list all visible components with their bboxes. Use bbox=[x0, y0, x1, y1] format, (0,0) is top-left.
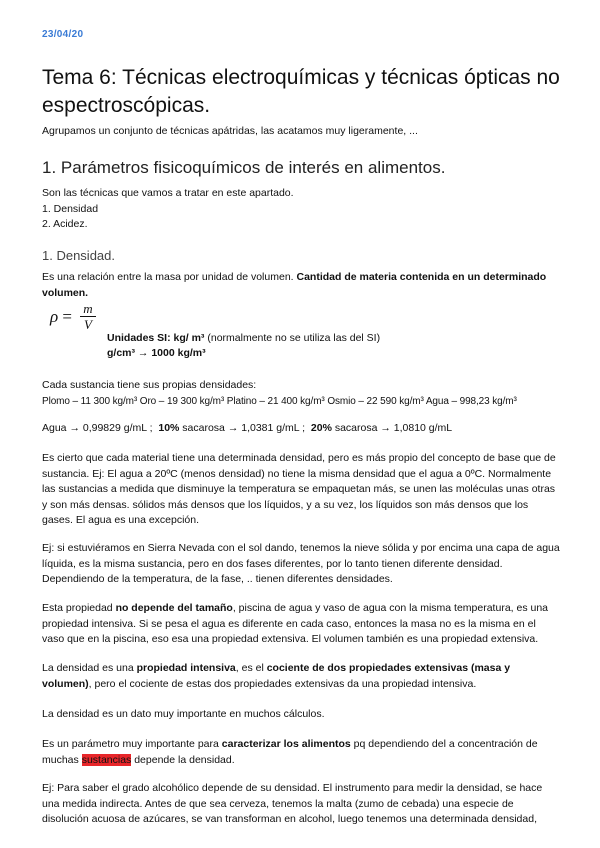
paragraph-bold: propiedad intensiva bbox=[136, 662, 236, 674]
formula-equals: = bbox=[58, 307, 77, 326]
paragraph-line: vaso que en la piscina, eso esa una propiedad extensiva. El volumen también es una propiedad extensiva. bbox=[42, 633, 539, 645]
densities-list bbox=[42, 378, 592, 409]
paragraph-line: las sustancias a medida que disminuye la temperatura se empaquetan más, se unen las moléculas unas otras bbox=[42, 483, 556, 495]
paragraph-line: disolución acuosa de azúcares, se van transforman en alcohol, luego tenemos una determinada densidad, bbox=[42, 813, 537, 825]
sucrose-10-density: sacarosa → 1,0381 g/mL ; bbox=[179, 422, 311, 434]
each-substance-text: Cada sustancia tiene sus propias densidades: bbox=[42, 379, 257, 391]
paragraph-line: Ej: Para saber el grado alcohólico depende de su densidad. El instrumento para medir la densidad, se hace bbox=[42, 782, 543, 794]
paragraph-bold: no depende del tamaño bbox=[115, 602, 233, 614]
paragraph-text: Es un parámetro muy importante para bbox=[42, 738, 222, 750]
formula-denominator: V bbox=[83, 317, 92, 332]
paragraph-bold: cociente de dos propiedades extensivas (masa y bbox=[266, 662, 511, 674]
paragraph-line: Ej: si estuviéramos en Sierra Nevada con el sol dando, tenemos la nieve sólida y por encima una capa de agua bbox=[42, 542, 560, 554]
formula-numerator: m bbox=[80, 301, 95, 317]
paragraph-text: muchas bbox=[42, 753, 82, 766]
density-formula bbox=[50, 301, 96, 333]
date-label: 23/04/20 bbox=[42, 29, 84, 40]
paragraph-characterize bbox=[42, 737, 592, 768]
definition-text: Es una relación entre la masa por unidad de volumen. bbox=[42, 271, 297, 283]
paragraph-alcohol bbox=[42, 781, 592, 828]
list-item-acidez: 2. Acidez. bbox=[42, 218, 88, 230]
formula-fraction bbox=[80, 301, 95, 333]
units-block bbox=[107, 331, 380, 361]
units-note: (normalmente no se utiliza las del SI) bbox=[204, 332, 381, 344]
sucrose-10-label: 10% bbox=[158, 422, 180, 434]
density-definition bbox=[42, 270, 592, 301]
paragraph-calculations: La densidad es un dato muy importante en muchos cálculos. bbox=[42, 708, 325, 720]
paragraph-line: y son más densas. sólidos más densos que los líquidos, y a su vez, los líquidos son más densos que los bbox=[42, 498, 529, 511]
section-heading-parametros: 1. Parámetros fisicoquímicos de interés en alimentos. bbox=[42, 158, 446, 177]
page-title: Tema 6: Técnicas electroquímicas y técnicas ópticas no espectroscópicas. bbox=[42, 66, 560, 117]
sucrose-20-label: 20% bbox=[310, 422, 332, 434]
paragraph-line: sustancia. Ej: El agua a 20ºC (menos densidad) no tiene la misma densidad que el agua a 0ºC. Normalmente bbox=[42, 467, 552, 480]
paragraph-size bbox=[42, 601, 592, 648]
paragraph-line: propiedad intensiva. Si se pesa el agua es diferente en cada caso, entonces la masa no es la misma en el bbox=[42, 617, 536, 630]
section-intro bbox=[42, 186, 592, 233]
formula-rho: ρ bbox=[50, 307, 59, 326]
paragraph-line: líquida, es la misma sustancia, pero en dos fases diferentes, por lo tanto tienen diferente densidad. bbox=[42, 557, 503, 570]
paragraph-text: pq dependiendo del a concentración de bbox=[350, 738, 538, 750]
paragraph-line: Dependiendo de la temperatura, de la fase, .. tienen diferentes densidades. bbox=[42, 573, 393, 585]
definition-bold: Cantidad de materia contenida en un determinado volumen. bbox=[42, 271, 547, 299]
paragraph-line: una medida indirecta. Antes de que sea cerveza, tenemos la malta (zumo de cebada) una especie de bbox=[42, 797, 514, 810]
highlighted-word: sustancias bbox=[81, 753, 132, 766]
metal-densities: Plomo – 11 300 kg/m³ Oro – 19 300 kg/m³ Platino – 21 400 kg/m³ Osmio – 22 590 kg/m³ Agua – 998,23 kg/m³ bbox=[42, 395, 517, 407]
paragraph-text: , pero el cociente de estas dos propiedades extensivas da una propiedad intensiva. bbox=[88, 677, 477, 690]
list-item-densidad: 1. Densidad bbox=[42, 202, 99, 215]
intro-text: Agrupamos un conjunto de técnicas apátridas, las acatamos muy ligeramente, ... bbox=[42, 125, 418, 137]
section-text: Son las técnicas que vamos a tratar en este apartado. bbox=[42, 187, 294, 199]
paragraph-intensive bbox=[42, 661, 592, 692]
units-conversion: g/cm³ → 1000 kg/m³ bbox=[107, 347, 206, 359]
water-densities bbox=[42, 421, 592, 437]
subsection-heading-densidad: 1. Densidad. bbox=[42, 248, 115, 263]
paragraph-temperature bbox=[42, 451, 592, 529]
units-si-label: Unidades SI: kg/ m³ bbox=[107, 332, 205, 344]
paragraph-bold: caracterizar los alimentos bbox=[221, 738, 351, 750]
paragraph-line: gases. El agua es una excepción. bbox=[42, 514, 200, 526]
paragraph-text: , es el bbox=[235, 662, 267, 674]
paragraph-bold: volumen) bbox=[42, 677, 89, 690]
paragraph-text: La densidad es una bbox=[42, 662, 137, 674]
paragraph-line: Es cierto que cada material tiene una determinada densidad, pero es más propio del concepto de base que de bbox=[42, 452, 556, 464]
paragraph-text: depende la densidad. bbox=[131, 753, 235, 766]
water-density: Agua → 0,99829 g/mL ; bbox=[42, 422, 159, 434]
paragraph-text: Esta propiedad bbox=[42, 602, 116, 614]
sucrose-20-density: sacarosa → 1,0810 g/mL bbox=[331, 422, 453, 434]
paragraph-sierra-nevada bbox=[42, 541, 592, 588]
paragraph-text: , piscina de agua y vaso de agua con la misma temperatura, es una bbox=[232, 602, 549, 614]
